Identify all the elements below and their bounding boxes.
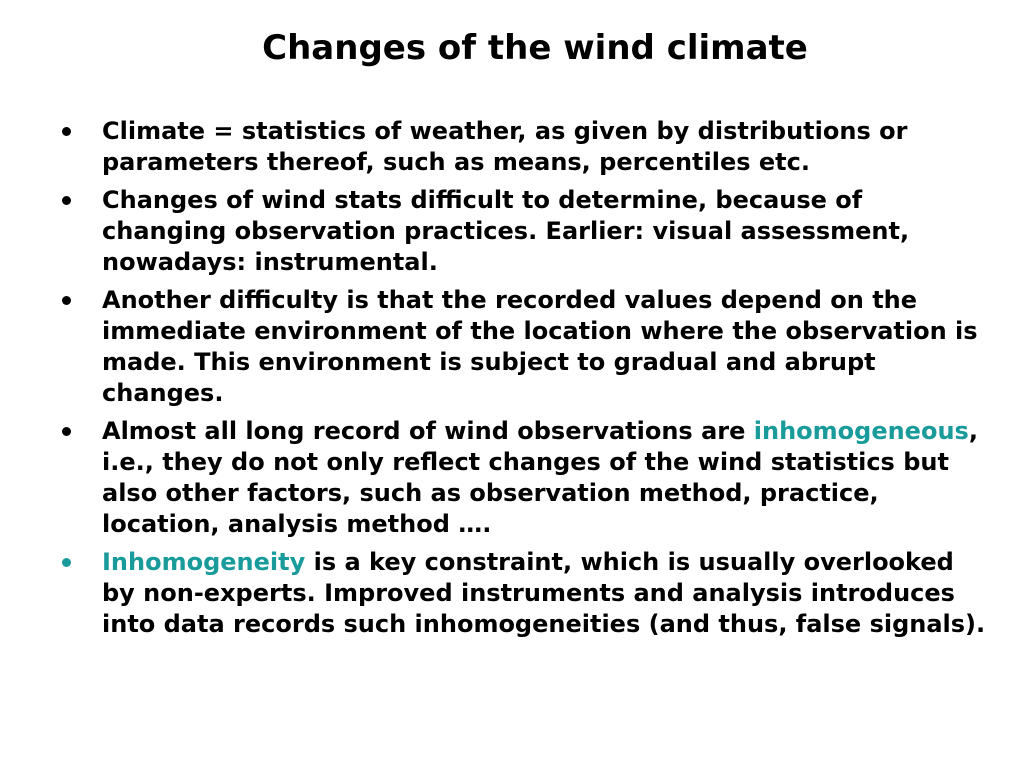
bullet-item-environment: [58, 285, 988, 409]
bullet-item-inhomogeneity-constraint: [58, 547, 988, 640]
bullet-dot-icon: [62, 427, 71, 436]
bullet-text: Another difficulty is that the recorded values depend on the immediate environment of the location where the observation is made. This environment is subject to gradual and abrupt changes.: [102, 286, 978, 407]
bullet-dot-icon: [62, 127, 71, 136]
highlighted-term: inhomogeneous: [753, 417, 969, 445]
bullet-item-climate-definition: [58, 116, 988, 178]
bullet-item-observation-practices: [58, 185, 988, 278]
slide-title: Changes of the wind climate: [262, 28, 808, 68]
highlighted-term: Inhomogeneity: [102, 548, 306, 576]
bullet-dot-icon: [62, 558, 71, 567]
bullet-text: Climate = statistics of weather, as given by distributions or parameters thereof, such as means, percentiles etc.: [102, 117, 908, 176]
bullet-dot-icon: [62, 296, 71, 305]
bullet-text: [102, 548, 985, 638]
bullet-item-inhomogeneous-records: [58, 416, 988, 540]
bullet-list: [58, 116, 988, 647]
bullet-dot-icon: [62, 196, 71, 205]
bullet-text: Changes of wind stats difficult to determine, because of changing observation practices. Earlier: visual assessment, nowadays: instrumental.: [102, 186, 910, 276]
bullet-text-part: Almost all long record of wind observations are: [102, 417, 754, 445]
bullet-text-part: is a key constraint, which is usually overlooked by non-experts. Improved instruments and analysis introduces into data records such inhomogeneities (and thus, false signals).: [102, 548, 986, 638]
bullet-text-part: , i.e., they do not only reflect changes of the wind statistics but also other factors, such as observation method, practice, location, analysis method ….: [102, 417, 978, 538]
bullet-text: [102, 417, 978, 538]
